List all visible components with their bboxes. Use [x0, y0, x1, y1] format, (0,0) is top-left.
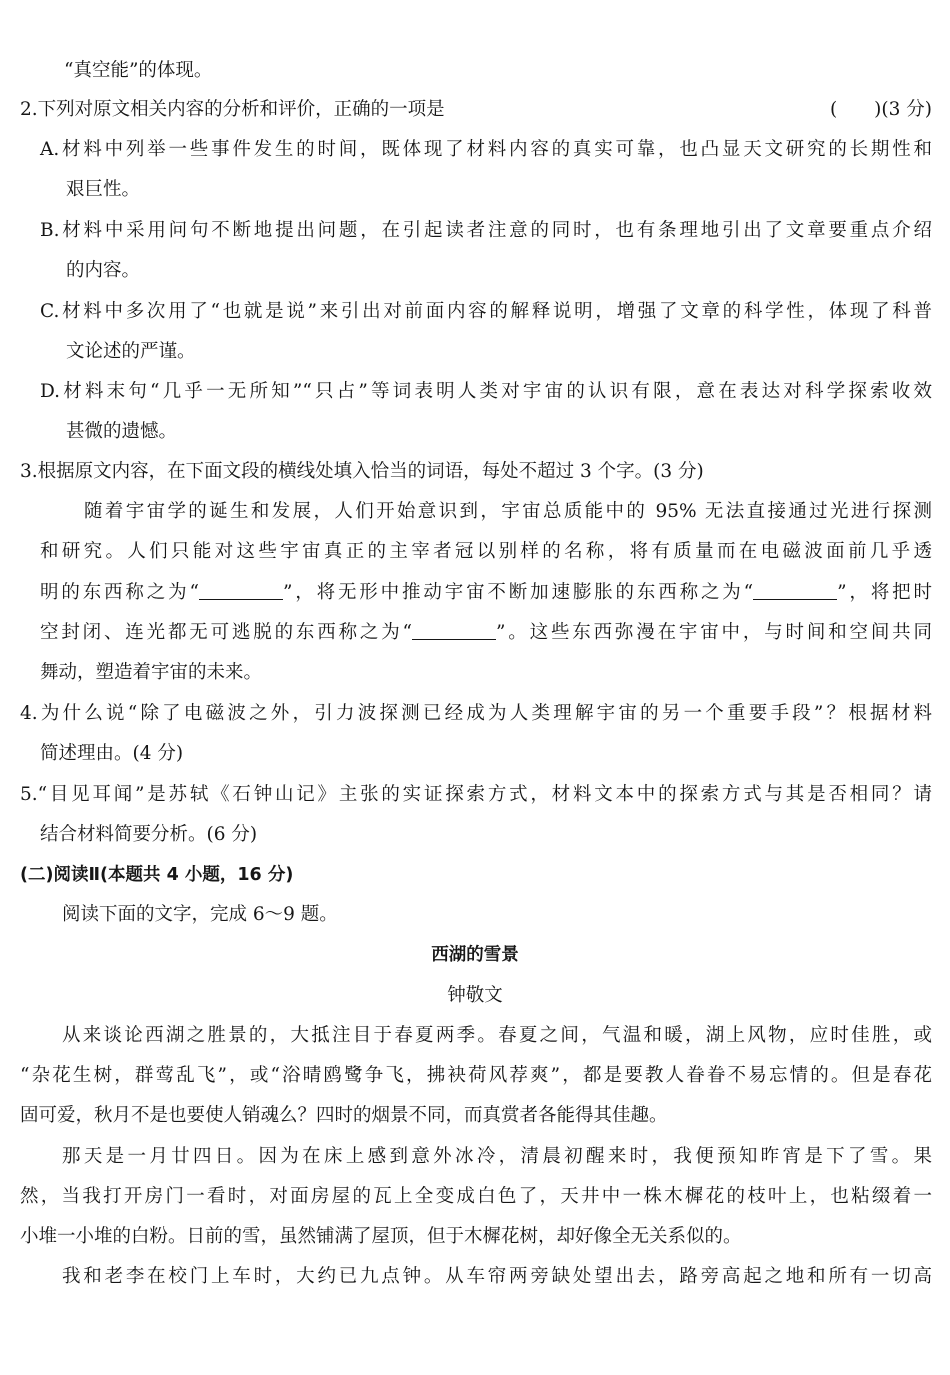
- answer-blank-1[interactable]: [199, 581, 283, 600]
- answer-blank-3[interactable]: [412, 621, 496, 640]
- q2-option-a-line2: 艰巨性。: [66, 179, 141, 200]
- article-p1-line1: 从来谈论西湖之胜景的，大抵注目于春夏两季。春夏之间，气温和暖，湖上风物，应时佳胜，或: [62, 1025, 932, 1046]
- q3-line3-part2: ”，将无形中推动宇宙不断加速膨胀的东西称之为“: [282, 582, 754, 603]
- q3-line4-part1: 空封闭、连光都无可逃脱的东西称之为“: [40, 622, 413, 643]
- article-p3-line1: 我和老李在校门上车时，大约已九点钟。从车帘两旁缺处望出去，路旁高起之地和所有一切高: [62, 1266, 932, 1287]
- q3-passage-line3: [40, 580, 932, 606]
- section-instruction: 阅读下面的文字，完成 6～9 题。: [62, 904, 338, 925]
- q2-stem: 2.下列对原文相关内容的分析和评价，正确的一项是: [20, 99, 445, 120]
- q2-option-c-line1: C.材料中多次用了“也就是说”来引出对前面内容的解释说明，增强了文章的科学性，体现了科普: [40, 301, 932, 322]
- q3-line4-part2: ”。这些东西弥漫在宇宙中，与时间和空间共同: [496, 622, 932, 643]
- q2-option-c-line2: 文论述的严谨。: [66, 341, 196, 362]
- q5-line1: 5.“目见耳闻”是苏轼《石钟山记》主张的实证探索方式，材料文本中的探索方式与其是否相同？请: [20, 784, 932, 805]
- section-heading: (二)阅读Ⅱ(本题共 4 小题，16 分): [20, 865, 294, 885]
- q3-passage-line1: 随着宇宙学的诞生和发展，人们开始意识到，宇宙总质能中的 95% 无法直接通过光进行探测: [84, 501, 932, 522]
- q4-line1: 4.为什么说“除了电磁波之外，引力波探测已经成为人类理解宇宙的另一个重要手段”？根据材料: [20, 703, 932, 724]
- q1-tail: “真空能”的体现。: [64, 60, 213, 81]
- article-p2-line2: 然，当我打开房门一看时，对面房屋的瓦上全变成白色了，天井中一株木樨花的枝叶上，也粘缀着一: [20, 1186, 932, 1207]
- q3-passage-line4: [40, 620, 932, 646]
- q2-answer-bracket: ( )(3 分): [829, 99, 932, 120]
- article-p1-line2: “杂花生树，群莺乱飞”，或“浴晴鸥鹭争飞，拂袂荷风荐爽”，都是要教人眷眷不易忘情的。但是春花: [20, 1065, 932, 1086]
- q3-passage-line5: 舞动，塑造着宇宙的未来。: [40, 662, 263, 683]
- article-title: 西湖的雪景: [431, 945, 519, 965]
- q3-line3-part3: ”，将把时: [837, 582, 932, 603]
- q2-option-d-line1: D.材料末句“几乎一无所知”“只占”等词表明人类对宇宙的认识有限，意在表达对科学探索收效: [40, 381, 932, 402]
- article-author: 钟敬文: [447, 985, 503, 1006]
- article-p2-line1: 那天是一月廿四日。因为在床上感到意外冰冷，清晨初醒来时，我便预知昨宵是下了雪。果: [62, 1146, 932, 1167]
- q3-line3-part1: 明的东西称之为“: [40, 582, 199, 603]
- article-p2-line3: 小堆一小堆的白粉。日前的雪，虽然铺满了屋顶，但于木樨花树，却好像全无关系似的。: [20, 1226, 742, 1247]
- q2-option-b-line2: 的内容。: [66, 260, 141, 281]
- q2-option-b-line1: B.材料中采用问句不断地提出问题，在引起读者注意的同时，也有条理地引出了文章要重点介绍: [40, 220, 932, 241]
- article-p1-line3: 固可爱，秋月不是也要使人销魂么？四时的烟景不同，而真赏者各能得其佳趣。: [20, 1105, 668, 1126]
- q4-line2: 简述理由。(4 分): [40, 743, 184, 764]
- q3-stem: 3.根据原文内容，在下面文段的横线处填入恰当的词语，每处不超过 3 个字。(3 分): [20, 461, 704, 482]
- q5-line2: 结合材料简要分析。(6 分): [40, 824, 258, 845]
- answer-blank-2[interactable]: [753, 581, 837, 600]
- q2-option-d-line2: 甚微的遗憾。: [66, 421, 178, 442]
- q3-passage-line2: 和研究。人们只能对这些宇宙真正的主宰者冠以别样的名称，将有质量而在电磁波面前几乎透: [40, 541, 932, 562]
- q2-option-a-line1: A.材料中列举一些事件发生的时间，既体现了材料内容的真实可靠，也凸显天文研究的长期性和: [40, 139, 932, 160]
